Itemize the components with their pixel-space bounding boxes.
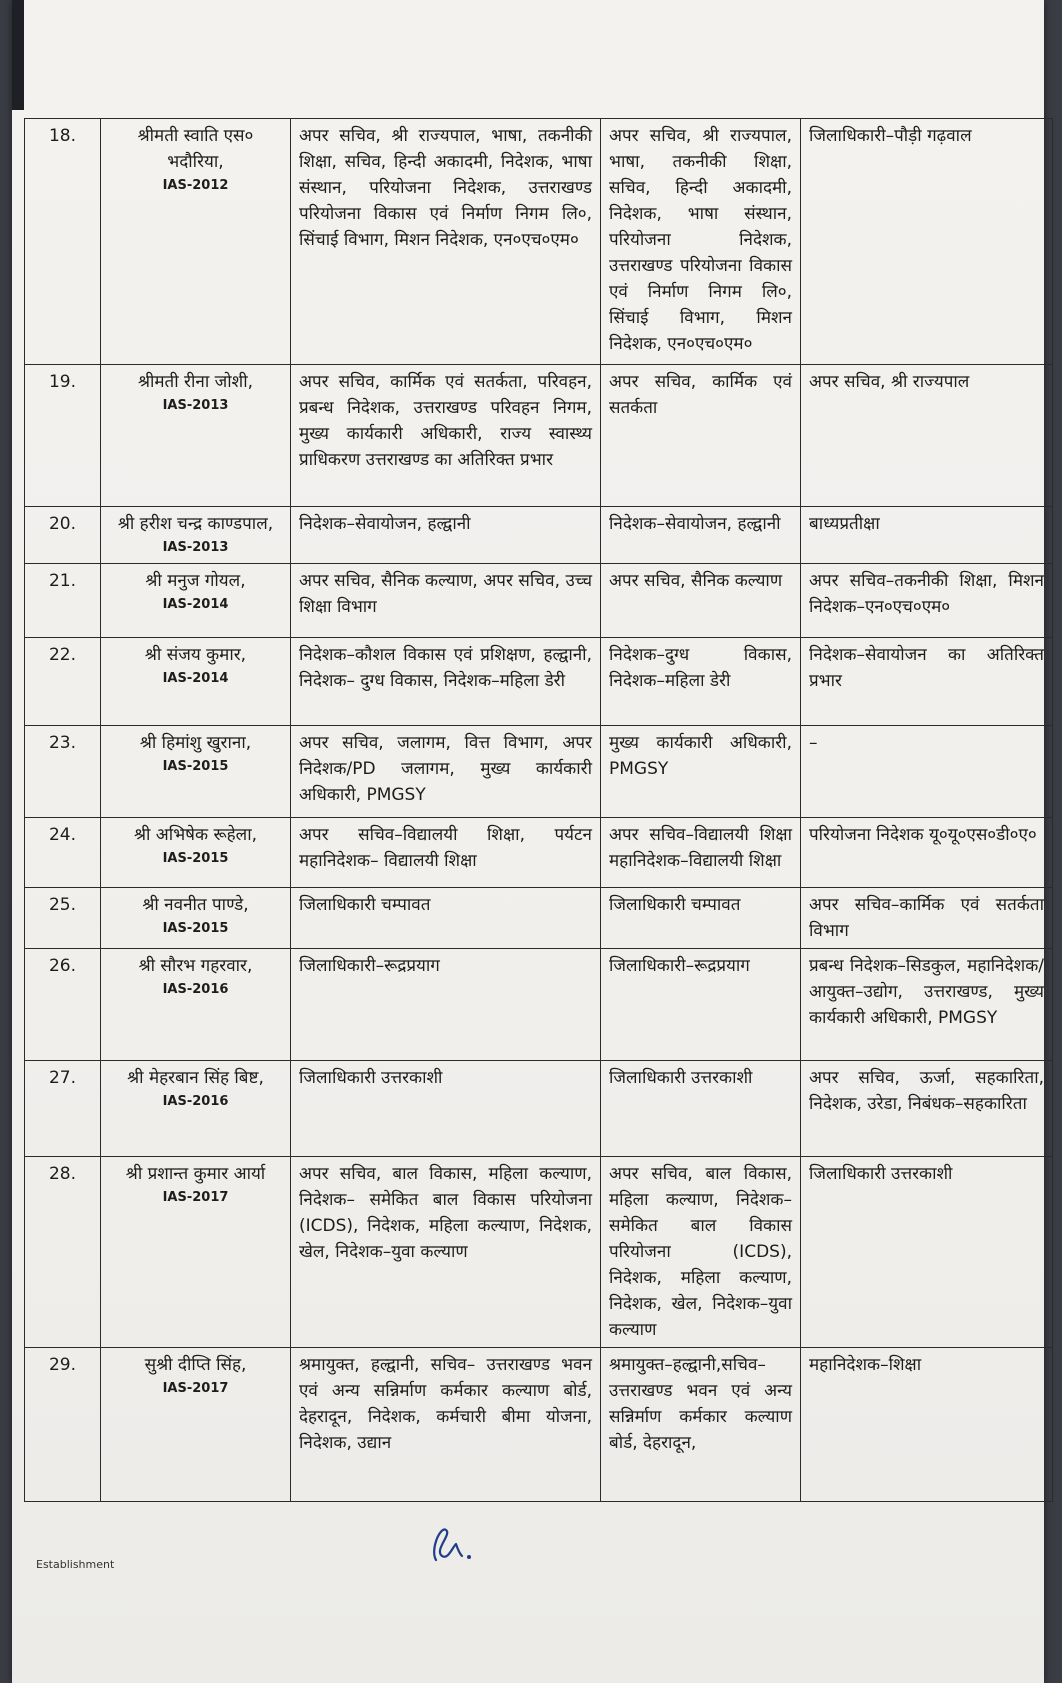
officer-batch: IAS-2013 [162,540,229,555]
retained-posting: निदेशक–सेवायोजन, हल्द्वानी [601,507,801,564]
table-row [25,638,1053,726]
officer-name: श्रीमती रीना जोशी, [137,372,254,392]
serial-number: 20. [25,507,101,564]
officer-batch: IAS-2014 [162,597,229,612]
document-page [12,0,1044,1683]
table-row [25,564,1053,638]
new-posting: महानिदेशक–शिक्षा [801,1348,1053,1502]
retained-posting: जिलाधिकारी उत्तरकाशी [601,1061,801,1157]
serial-number: 29. [25,1348,101,1502]
current-posting: अपर सचिव, श्री राज्यपाल, भाषा, तकनीकी शिक्षा, सचिव, हिन्दी अकादमी, निदेशक, भाषा संस्थान, परियोजना निदेशक, उत्तराखण्ड परियोजना विकास एवं निर्माण निगम लि०, सिंचाई विभाग, मिशन निदेशक, एन०एच०एम० [291,119,601,365]
officer-name: सुश्री दीप्ति सिंह, [144,1355,247,1375]
officer-cell [101,1348,291,1502]
officer-batch: IAS-2017 [162,1190,229,1205]
retained-posting: अपर सचिव, सैनिक कल्याण [601,564,801,638]
retained-posting: जिलाधिकारी–रूद्रप्रयाग [601,949,801,1061]
current-posting: अपर सचिव, जलागम, वित्त विभाग, अपर निदेशक/PD जलागम, मुख्य कार्यकारी अधिकारी, PMGSY [291,726,601,818]
current-posting: अपर सचिव, कार्मिक एवं सतर्कता, परिवहन, प्रबन्ध निदेशक, उत्तराखण्ड परिवहन निगम, मुख्य कार्यकारी अधिकारी, राज्य स्वास्थ्य प्राधिकरण उत्तराखण्ड का अतिरिक्त प्रभार [291,365,601,507]
table-row [25,1348,1053,1502]
page-edge-shadow [12,0,24,110]
officer-name: श्री प्रशान्त कुमार आर्या [125,1164,266,1184]
officer-cell [101,365,291,507]
officer-batch: IAS-2016 [162,982,229,997]
officer-name: श्री हिमांशु खुराना, [139,733,252,753]
officer-name: श्री सौरभ गहरवार, [138,956,253,976]
current-posting: अपर सचिव–विद्यालयी शिक्षा, पर्यटन महानिदेशक– विद्यालयी शिक्षा [291,818,601,888]
serial-number: 22. [25,638,101,726]
current-posting: निदेशक–कौशल विकास एवं प्रशिक्षण, हल्द्वानी, निदेशक– दुग्ध विकास, निदेशक–महिला डेरी [291,638,601,726]
officer-cell [101,726,291,818]
serial-number: 23. [25,726,101,818]
serial-number: 28. [25,1157,101,1348]
table-row [25,365,1053,507]
retained-posting: अपर सचिव, बाल विकास, महिला कल्याण, निदेशक–समेकित बाल विकास परियोजना (ICDS), निदेशक, महिला कल्याण, निदेशक, खेल, निदेशक–युवा कल्याण [601,1157,801,1348]
current-posting: अपर सचिव, बाल विकास, महिला कल्याण, निदेशक– समेकित बाल विकास परियोजना (ICDS), निदेशक, महिला कल्याण, निदेशक, खेल, निदेशक–युवा कल्याण [291,1157,601,1348]
officer-cell [101,1157,291,1348]
new-posting: अपर सचिव–तकनीकी शिक्षा, मिशन निदेशक–एन०एच०एम० [801,564,1053,638]
transfer-table [24,118,1053,1502]
officer-cell [101,888,291,949]
serial-number: 26. [25,949,101,1061]
table-row [25,119,1053,365]
new-posting: अपर सचिव, श्री राज्यपाल [801,365,1053,507]
new-posting: परियोजना निदेशक यू०यू०एस०डी०ए० [801,818,1053,888]
retained-posting: अपर सचिव–विद्यालयी शिक्षा महानिदेशक–विद्यालयी शिक्षा [601,818,801,888]
officer-cell [101,1061,291,1157]
officer-cell [101,818,291,888]
table-row [25,888,1053,949]
current-posting: जिलाधिकारी उत्तरकाशी [291,1061,601,1157]
table-row [25,507,1053,564]
retained-posting: श्रमायुक्त–हल्द्वानी,सचिव–उत्तराखण्ड भवन एवं अन्य सन्निर्माण कर्मकार कल्याण बोर्ड, देहरादून, [601,1348,801,1502]
officer-name: श्री नवनीत पाण्डे, [142,895,249,915]
officer-name: श्री हरीश चन्द्र काण्डपाल, [117,514,274,534]
new-posting: अपर सचिव, ऊर्जा, सहकारिता, निदेशक, उरेडा, निबंधक–सहकारिता [801,1061,1053,1157]
new-posting: प्रबन्ध निदेशक–सिडकुल, महानिदेशक/आयुक्त–उद्योग, उत्तराखण्ड, मुख्य कार्यकारी अधिकारी, PMGSY [801,949,1053,1061]
new-posting: निदेशक–सेवायोजन का अतिरिक्त प्रभार [801,638,1053,726]
officer-cell [101,507,291,564]
retained-posting: निदेशक–दुग्ध विकास, निदेशक–महिला डेरी [601,638,801,726]
table-row [25,1157,1053,1348]
table-body [25,119,1053,1502]
officer-batch: IAS-2017 [162,1381,229,1396]
table-row [25,818,1053,888]
officer-batch: IAS-2013 [162,398,229,413]
retained-posting: जिलाधिकारी चम्पावत [601,888,801,949]
officer-cell [101,638,291,726]
table-row [25,1061,1053,1157]
officer-batch: IAS-2012 [162,178,229,193]
current-posting: जिलाधिकारी–रूद्रप्रयाग [291,949,601,1061]
retained-posting: अपर सचिव, श्री राज्यपाल, भाषा, तकनीकी शिक्षा, सचिव, हिन्दी अकादमी, निदेशक, भाषा संस्थान, परियोजना निदेशक, उत्तराखण्ड परियोजना विकास एवं निर्माण निगम लि०, सिंचाई विभाग, मिशन निदेशक, एन०एच०एम० [601,119,801,365]
serial-number: 19. [25,365,101,507]
retained-posting: अपर सचिव, कार्मिक एवं सतर्कता [601,365,801,507]
officer-cell [101,119,291,365]
table-row [25,726,1053,818]
new-posting: जिलाधिकारी–पौड़ी गढ़वाल [801,119,1053,365]
officer-name: श्री मेहरबान सिंह बिष्ट, [127,1068,264,1088]
officer-name: श्री संजय कुमार, [144,645,247,665]
officer-name: श्रीमती स्वाति एस० भदौरिया, [137,126,254,172]
serial-number: 18. [25,119,101,365]
table-row [25,949,1053,1061]
new-posting: अपर सचिव–कार्मिक एवं सतर्कता विभाग [801,888,1053,949]
officer-batch: IAS-2015 [162,759,229,774]
officer-cell [101,564,291,638]
signature-mark [422,1520,482,1568]
current-posting: निदेशक–सेवायोजन, हल्द्वानी [291,507,601,564]
officer-name: श्री अभिषेक रूहेला, [133,825,258,845]
current-posting: श्रमायुक्त, हल्द्वानी, सचिव– उत्तराखण्ड भवन एवं अन्य सन्निर्माण कर्मकार कल्याण बोर्ड, देहरादून, निदेशक, कर्मचारी बीमा योजना, निदेशक, उद्यान [291,1348,601,1502]
new-posting: – [801,726,1053,818]
officer-batch: IAS-2016 [162,1094,229,1109]
current-posting: जिलाधिकारी चम्पावत [291,888,601,949]
officer-batch: IAS-2014 [162,671,229,686]
officer-batch: IAS-2015 [162,921,229,936]
retained-posting: मुख्य कार्यकारी अधिकारी, PMGSY [601,726,801,818]
serial-number: 25. [25,888,101,949]
serial-number: 24. [25,818,101,888]
footer-establishment-label: Establishment [36,1558,115,1571]
current-posting: अपर सचिव, सैनिक कल्याण, अपर सचिव, उच्च शिक्षा विभाग [291,564,601,638]
serial-number: 21. [25,564,101,638]
officer-name: श्री मनुज गोयल, [145,571,246,591]
new-posting: जिलाधिकारी उत्तरकाशी [801,1157,1053,1348]
new-posting: बाध्यप्रतीक्षा [801,507,1053,564]
officer-cell [101,949,291,1061]
serial-number: 27. [25,1061,101,1157]
officer-batch: IAS-2015 [162,851,229,866]
